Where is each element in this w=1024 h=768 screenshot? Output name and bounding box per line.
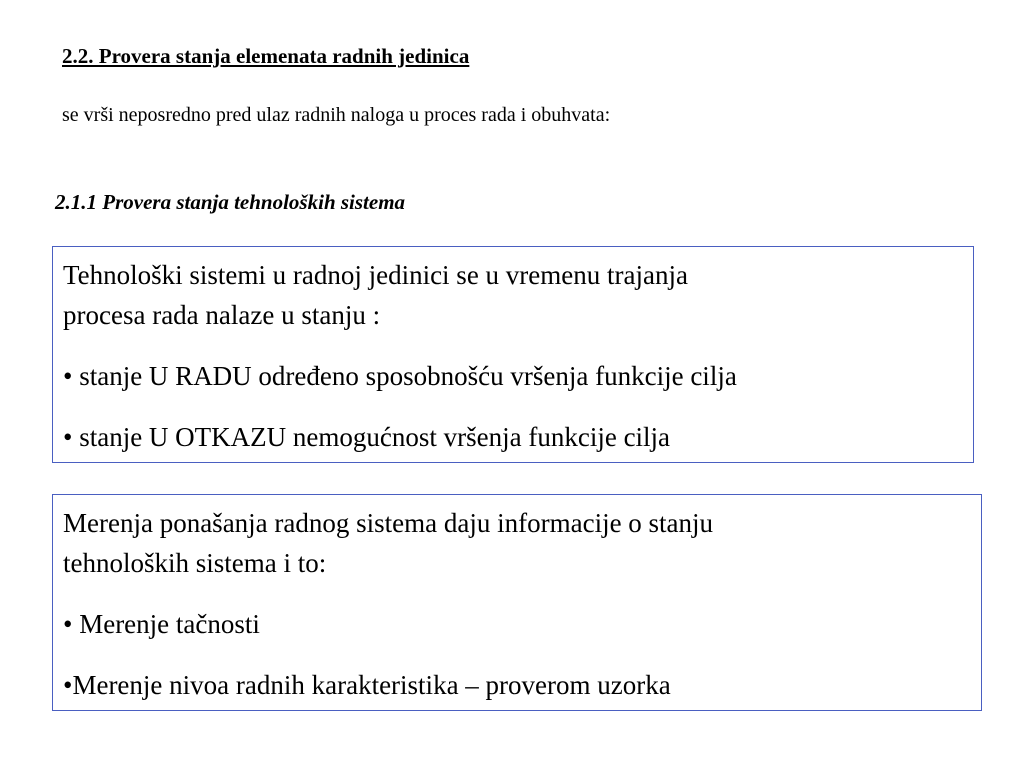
box1-line-1: Tehnološki sistemi u radnoj jedinici se u vremenu trajanja	[63, 260, 688, 290]
box1-bullet-failure: • stanje U OTKAZU nemogućnost vršenja funkcije cilja	[63, 422, 671, 452]
box2-bullet-accuracy: • Merenje tačnosti	[63, 609, 260, 639]
technological-systems-box	[52, 246, 974, 463]
measurements-box	[52, 494, 982, 711]
intro-text: se vrši neposredno pred ulaz radnih naloga u proces rada i obuhvata:	[62, 104, 611, 126]
box1-line-2: procesa rada nalaze u stanju :	[63, 300, 381, 330]
box2-line-2: tehnoloških sistema i to:	[63, 548, 327, 578]
subsection-heading: 2.1.1 Provera stanja tehnoloških sistema	[55, 190, 406, 214]
section-heading: 2.2. Provera stanja elemenata radnih jedinica	[62, 44, 470, 68]
box2-line-1: Merenja ponašanja radnog sistema daju informacije o stanju	[63, 508, 714, 538]
box1-bullet-working: • stanje U RADU određeno sposobnošću vršenja funkcije cilja	[63, 361, 737, 391]
box2-bullet-performance: •Merenje nivoa radnih karakteristika – proverom uzorka	[63, 670, 671, 700]
